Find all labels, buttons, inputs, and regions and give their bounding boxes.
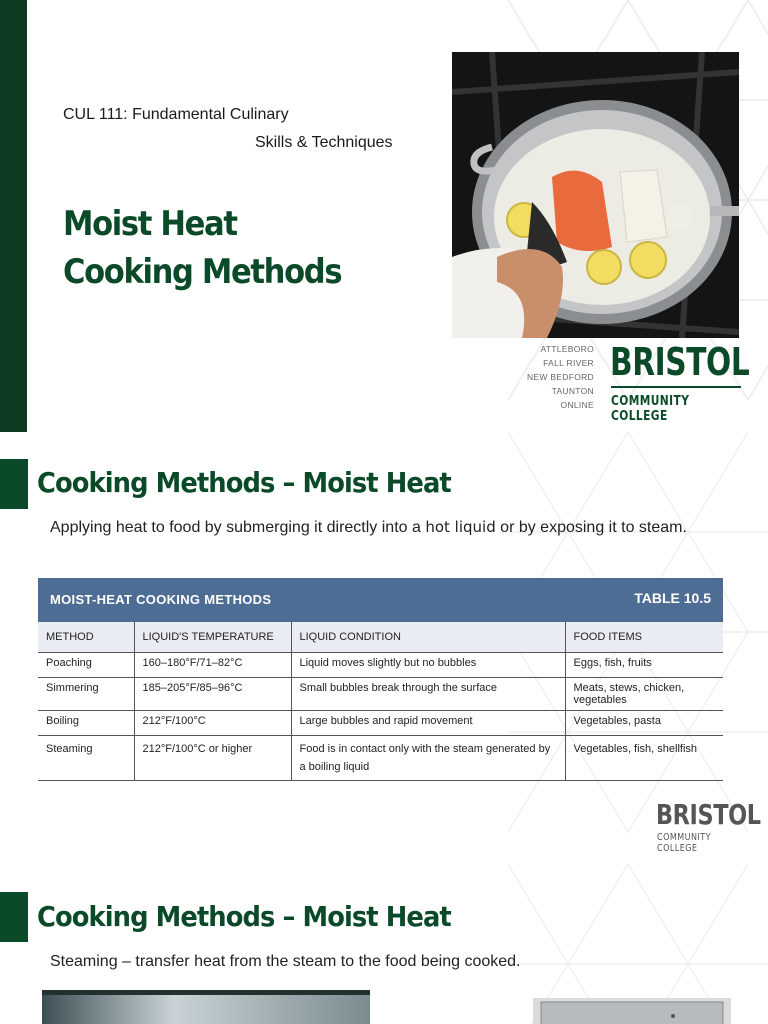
table-cell: Large bubbles and rapid movement: [291, 711, 565, 736]
title-line-2: Cooking Methods: [63, 252, 342, 292]
table-cell: Steaming: [38, 736, 134, 781]
slide-title: Cooking Methods – Moist Heat: [37, 900, 451, 933]
title-slide: [0, 0, 768, 432]
table-cell: 212°F/100°C: [134, 711, 291, 736]
definition-text-part: Applying heat to food by submerging it directly into a: [50, 519, 426, 536]
campus-name: FALL RIVER: [543, 358, 594, 368]
table-title: MOIST-HEAT COOKING METHODS: [50, 592, 272, 607]
table-cell: Small bubbles break through the surface: [291, 678, 565, 711]
campus-name: NEW BEDFORD: [526, 372, 594, 382]
table-cell: Boiling: [38, 711, 134, 736]
column-header: METHOD: [38, 622, 134, 653]
definition-text: [50, 516, 700, 539]
steam-oven-photo: [533, 998, 731, 1024]
table-row: [38, 711, 723, 736]
table-cell: Vegetables, pasta: [565, 711, 723, 736]
bristol-logo: [520, 340, 750, 424]
logo-divider: [611, 386, 741, 388]
table-cell: 212°F/100°C or higher: [134, 736, 291, 781]
slide-title: [63, 200, 341, 296]
table-cell: 160–180°F/71–82°C: [134, 653, 291, 678]
steamer-photo: [42, 990, 370, 1024]
highlighted-term: hot liquid: [425, 518, 496, 536]
table-cell: Meats, stews, chicken, vegetables: [565, 678, 723, 711]
campus-name: TAUNTON: [551, 386, 594, 396]
table-row: [38, 736, 723, 781]
table-cell: Liquid moves slightly but no bubbles: [291, 653, 565, 678]
column-header: LIQUID CONDITION: [291, 622, 565, 653]
table-cell: Simmering: [38, 678, 134, 711]
campus-name: ATTLEBORO: [540, 344, 594, 354]
logo-wordmark: BRISTOL: [610, 340, 750, 384]
logo-wordmark: BRISTOL: [656, 798, 761, 831]
steaming-slide: [0, 864, 768, 1024]
table-row: [38, 678, 723, 711]
definition-text-part: or by exposing it to steam.: [495, 519, 687, 536]
table-number: TABLE 10.5: [634, 590, 711, 606]
table-cell: Vegetables, fish, shellfish: [565, 736, 723, 781]
table-cell: 185–205°F/85–96°C: [134, 678, 291, 711]
table-header-row: [38, 622, 723, 653]
table-row: [38, 653, 723, 678]
logo-subtitle: COMMUNITY COLLEGE: [657, 832, 711, 854]
table-grid: [38, 622, 723, 781]
title-line-1: Moist Heat: [63, 204, 237, 244]
course-code: CUL 111: Fundamental Culinary: [63, 106, 289, 123]
title-accent-bar: [0, 892, 28, 942]
campus-name: ONLINE: [560, 400, 594, 410]
column-header: LIQUID'S TEMPERATURE: [134, 622, 291, 653]
poaching-pot-photo: [452, 52, 739, 338]
course-subtitle: Skills & Techniques: [255, 134, 393, 151]
definition-slide: [0, 432, 768, 864]
logo-subtitle: COMMUNITY COLLEGE: [611, 394, 690, 424]
table-title-bar: [38, 578, 723, 622]
left-accent-bar: [0, 0, 27, 432]
column-header: FOOD ITEMS: [565, 622, 723, 653]
table-cell: Food is in contact only with the steam generated by a boiling liquid: [291, 736, 565, 781]
moist-heat-table: [38, 578, 723, 781]
table-cell: Eggs, fish, fruits: [565, 653, 723, 678]
steaming-definition: Steaming – transfer heat from the steam to the food being cooked.: [50, 953, 521, 970]
bristol-logo-small: [656, 798, 761, 854]
title-accent-bar: [0, 459, 28, 509]
campus-list: [520, 342, 594, 412]
slide-title: Cooking Methods – Moist Heat: [37, 466, 451, 499]
table-cell: Poaching: [38, 653, 134, 678]
